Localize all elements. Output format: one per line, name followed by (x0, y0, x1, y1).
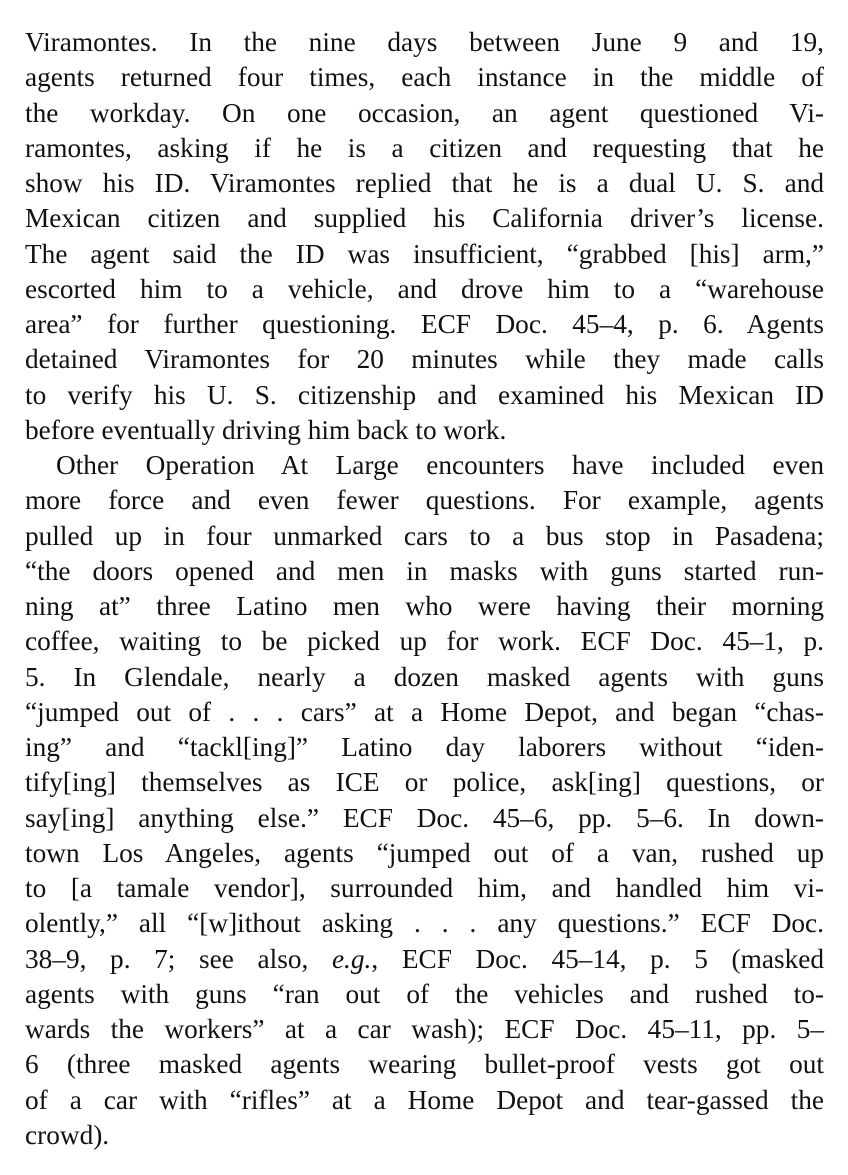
text-run: 38–9, p. 7; see also, (25, 943, 332, 974)
text-line-with-italic (25, 942, 824, 977)
text-line: to verify his U. S. citizenship and examined his Mexican ID (25, 379, 824, 410)
text-line: coffee, waiting to be picked up for work. ECF Doc. 45–1, p. (25, 626, 824, 657)
text-line: before eventually driving him back to work. (25, 414, 507, 445)
text-line: to [a tamale vendor], surrounded him, and handled him vi- (25, 873, 824, 903)
text-line: olently,” all “[w]ithout asking . . . any questions.” ECF Doc. (25, 908, 824, 939)
text-line: area” for further questioning. ECF Doc. 45–4, p. 6. Agents (25, 309, 824, 339)
italic-citation-signal: e.g. (331, 943, 372, 974)
text-line: Other Operation At Large encounters have included even (56, 450, 824, 480)
text-line: ing” and “tackl[ing]” Latino day laborers without “iden- (25, 732, 824, 762)
paragraph-1 (25, 25, 824, 448)
text-line: ning at” three Latino men who were having their morning (25, 591, 824, 621)
text-line: agents with guns “ran out of the vehicles and rushed to- (25, 978, 824, 1009)
text-line: of a car with “rifles” at a Home Depot and tear-gassed the (25, 1084, 824, 1115)
text-line: 6 (three masked agents wearing bullet-proof vests got out (25, 1049, 824, 1080)
text-line: say[ing] anything else.” ECF Doc. 45–6, pp. 5–6. In down- (25, 802, 824, 833)
text-run: , ECF Doc. 45–14, p. 5 (masked (371, 943, 824, 974)
text-line: show his ID. Viramontes replied that he is a dual U. S. and (25, 168, 824, 198)
text-line: “jumped out of . . . cars” at a Home Depot, and began “chas- (25, 696, 824, 727)
text-line: 5. In Glendale, nearly a dozen masked agents with guns (25, 661, 824, 692)
text-line: town Los Angeles, agents “jumped out of a van, rushed up (25, 837, 824, 868)
text-line: tify[ing] themselves as ICE or police, ask[ing] questions, or (25, 767, 824, 798)
paragraph-2 (25, 448, 824, 1153)
text-line: wards the workers” at a car wash); ECF Doc. 45–11, pp. 5– (25, 1014, 824, 1044)
text-line: “the doors opened and men in masks with guns started run- (25, 555, 824, 586)
text-line: crowd). (25, 1119, 110, 1150)
text-line: detained Viramontes for 20 minutes while they made calls (25, 344, 824, 375)
text-line: Mexican citizen and supplied his California driver’s license. (25, 203, 824, 234)
text-line: the workday. On one occasion, an agent questioned Vi- (25, 97, 824, 128)
text-line: more force and even fewer questions. For example, agents (25, 485, 824, 516)
text-line: ramontes, asking if he is a citizen and requesting that he (25, 132, 824, 163)
text-line: escorted him to a vehicle, and drove him to a “warehouse (25, 273, 824, 304)
text-line: Viramontes. In the nine days between June 9 and 19, (25, 27, 824, 57)
text-line: pulled up in four unmarked cars to a bus stop in Pasadena; (25, 520, 824, 551)
text-line: agents returned four times, each instance in the middle of (25, 62, 824, 93)
text-line: The agent said the ID was insufficient, “grabbed [his] arm,” (25, 238, 824, 269)
document-page (0, 25, 848, 1175)
